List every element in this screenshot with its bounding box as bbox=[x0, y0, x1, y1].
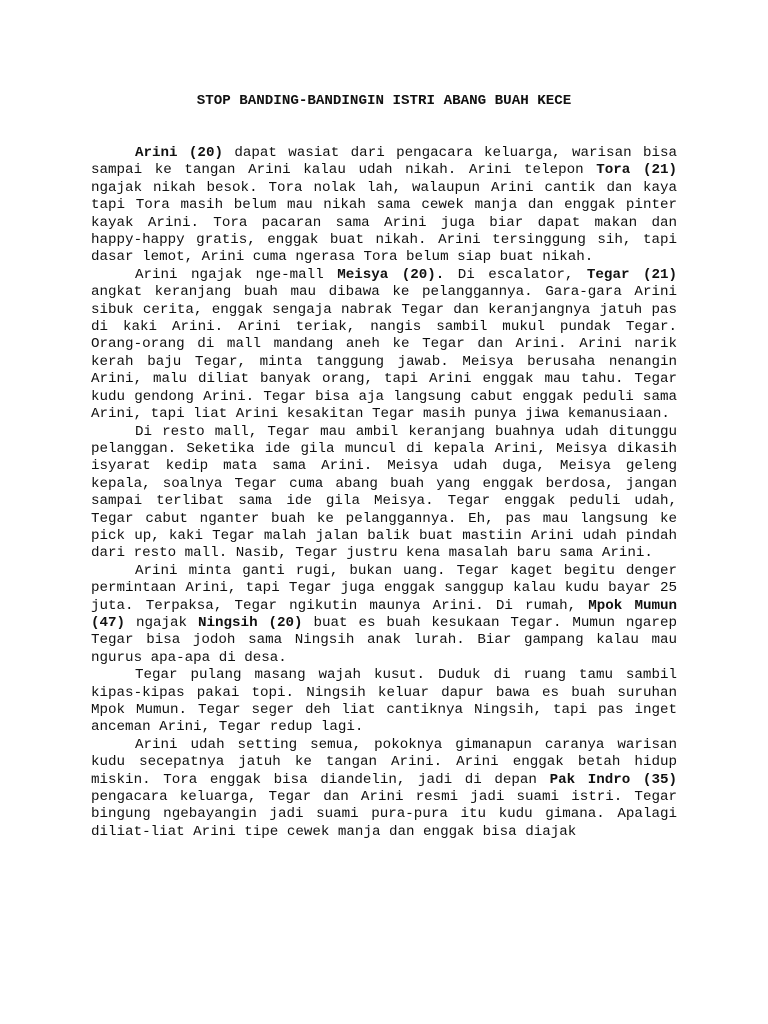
paragraph-text: ngajak bbox=[125, 614, 198, 631]
paragraph-text: Arini udah setting semua, pokoknya gimanapun caranya warisan kudu secepatnya jatuh ke tangan Arini. Arini enggak betah hidup miskin. Tora enggak bisa diandelin, jadi di depan bbox=[91, 736, 677, 788]
paragraph-text: Tegar pulang masang wajah kusut. Duduk di ruang tamu sambil kipas-kipas pakai topi. Ningsih keluar dapur bawa es buah suruhan Mpok Mumun. Tegar seger deh liat cantiknya Ningsih, tapi pas inget anceman Arini, Tegar redup lagi. bbox=[91, 667, 677, 736]
document-title: STOP BANDING-BANDINGIN ISTRI ABANG BUAH KECE bbox=[196, 93, 572, 109]
character-name: Tora (21) bbox=[596, 162, 678, 179]
character-name: Tegar (21) bbox=[586, 266, 678, 283]
paragraph bbox=[91, 667, 677, 737]
character-name: Mpok Mumun (47) bbox=[91, 597, 678, 631]
paragraph-text: Di escalator, bbox=[444, 266, 587, 283]
character-name: Meisya (20). bbox=[337, 266, 445, 283]
paragraph-text: Di resto mall, Tegar mau ambil keranjang buahnya udah ditunggu pelanggan. Seketika ide gila muncul di kepala Arini, Meisya dikasih isyarat kedip mata sama Arini. Meisya udah duga, Meisya geleng kepala, soalnya Tegar cuma abang buah yang enggak berdosa, jangan sampai terlibat sama ide gila Meisya. Tegar enggak peduli udah, Tegar cabut nganter buah ke pelanggannya. Eh, pas mau langsung ke pick up, kaki Tegar malah jalan balik buat mastiin Arini udah pindah dari resto mall. Nasib, Tegar justru kena masalah baru sama Arini. bbox=[91, 423, 677, 562]
paragraph-text: Arini ngajak nge-mall bbox=[135, 266, 338, 283]
paragraph bbox=[91, 424, 677, 563]
character-name: Ningsih (20) bbox=[197, 614, 303, 631]
paragraph-text: ngajak nikah besok. Tora nolak lah, walaupun Arini cantik dan kaya tapi Tora masih belum mau nikah sama cewek manja dan enggak pinter kayak Arini. Tora pacaran sama Arini juga biar dapat makan dan happy-happy gratis, enggak buat nikah. Arini tersinggung sih, tapi dasar lemot, Arini cuma ngerasa Tora belum siap buat nikah. bbox=[91, 179, 677, 266]
paragraph-text: buat es buah kesukaan Tegar. Mumun ngarep Tegar bisa jodoh sama Ningsih anak lurah. Biar gampang kalau mau ngurus apa-apa di desa. bbox=[91, 614, 677, 666]
paragraph bbox=[91, 563, 677, 667]
paragraph-text: angkat keranjang buah mau dibawa ke pelanggannya. Gara-gara Arini sibuk cerita, enggak sengaja nabrak Tegar dan keranjangnya jatuh pas di kaki Arini. Arini teriak, nangis sambil mukul pundak Tegar. Orang-orang di mall mandang aneh ke Tegar dan Arini. Arini narik kerah baju Tegar, minta tanggung jawab. Meisya berusaha nenangin Arini, malu diliat banyak orang, tapi Arini enggak mau tahu. Tegar kudu gendong Arini. Tegar bisa aja langsung cabut enggak peduli sama Arini, tapi liat Arini kesakitan Tegar masih punya jiwa kemanusiaan. bbox=[91, 284, 677, 423]
paragraph-text: Arini minta ganti rugi, bukan uang. Tegar kaget begitu denger permintaan Arini, tapi Tegar juga enggak sanggup kalau kudu bayar 25 juta. Terpaksa, Tegar ngikutin maunya Arini. Di rumah, bbox=[91, 562, 677, 614]
paragraph bbox=[91, 267, 677, 424]
paragraph bbox=[91, 737, 677, 841]
paragraph bbox=[91, 145, 677, 267]
character-name: Pak Indro (35) bbox=[549, 771, 677, 788]
document-body bbox=[91, 145, 677, 841]
character-name: Arini (20) bbox=[135, 145, 223, 161]
paragraph-text: pengacara keluarga, Tegar dan Arini resmi jadi suami istri. Tegar bingung ngebayangin jadi suami pura-pura itu kudu gimana. Apalagi diliat-liat Arini tipe cewek manja dan enggak bisa diajak bbox=[91, 789, 677, 840]
paragraph-text: dapat wasiat dari pengacara keluarga, warisan bisa sampai ke tangan Arini kalau udah nikah. Arini telepon bbox=[91, 145, 678, 179]
